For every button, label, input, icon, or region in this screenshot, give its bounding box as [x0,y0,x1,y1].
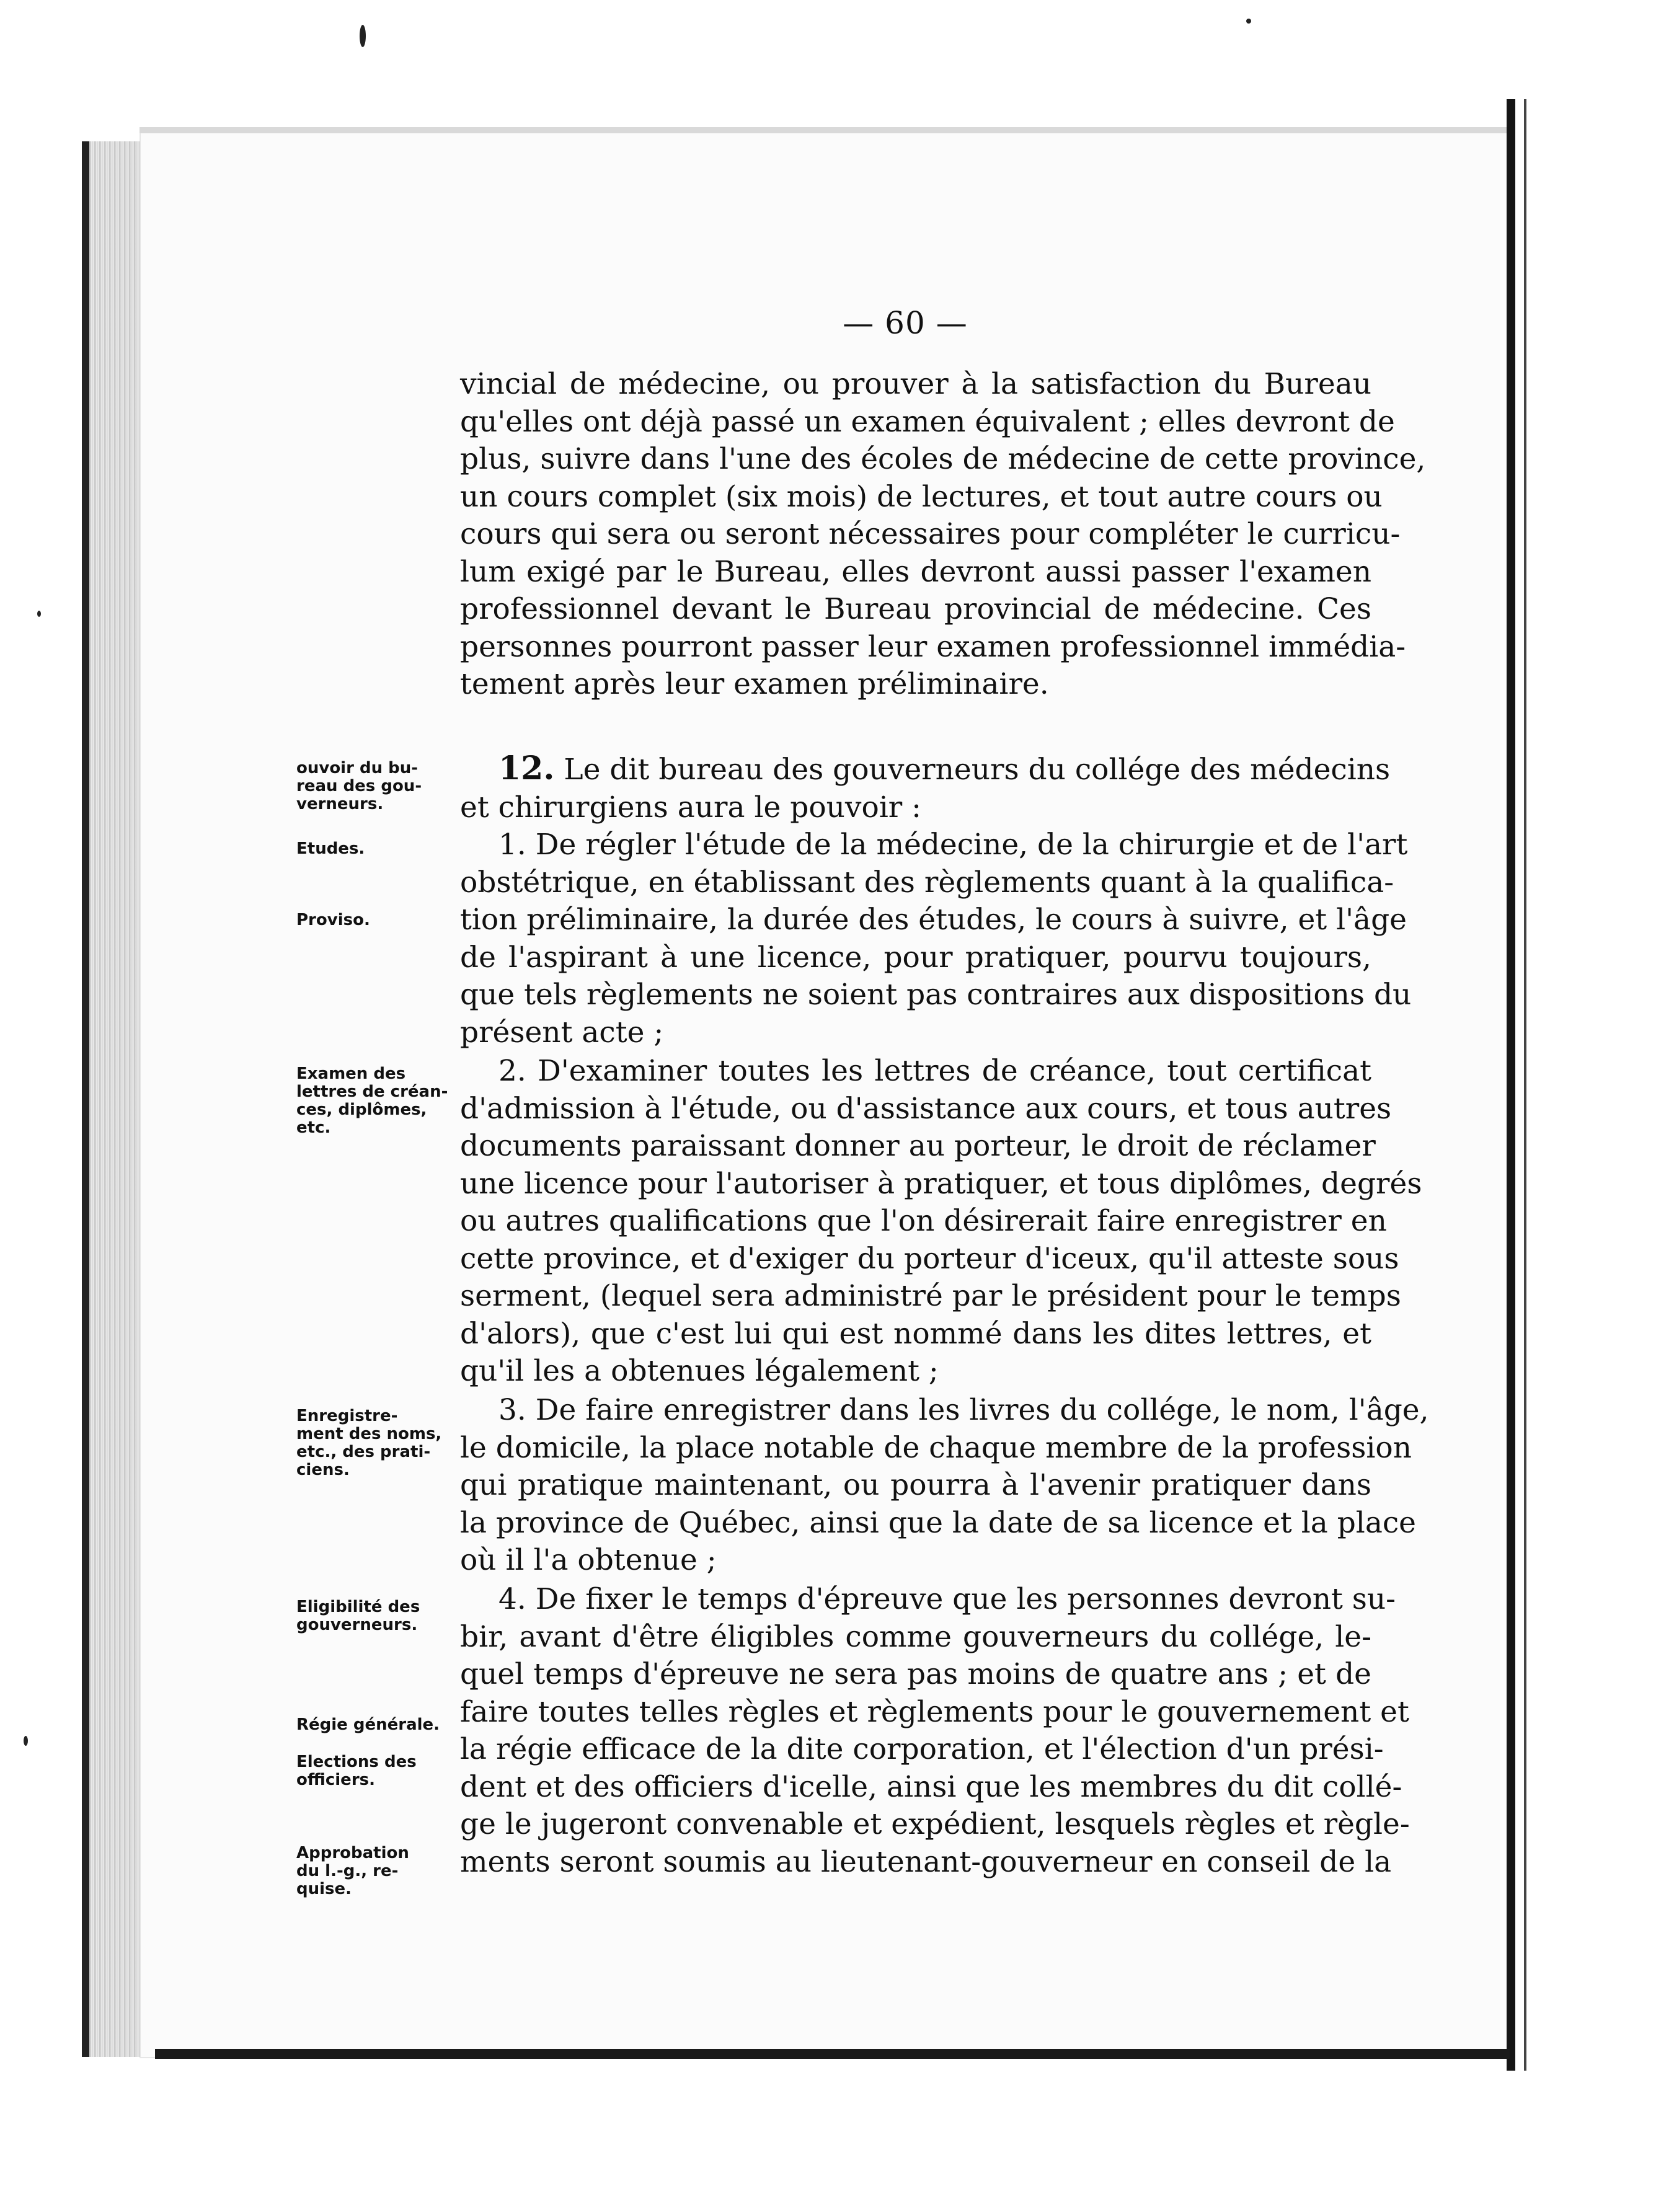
text-line: bir, avant d'être éligibles comme gouverneurs du collége, le- [460,1619,1371,1654]
text-line: un cours complet (six mois) de lectures, et tout autre cours ou [460,479,1383,514]
margin-note-line: ces, diplômes, [296,1100,427,1119]
scan-speck [360,25,366,47]
text-line: quel temps d'épreuve ne sera pas moins de quatre ans ; et de [460,1657,1371,1691]
text-line: obstétrique, en établissant des règlements quant à la qualifica- [460,865,1394,900]
margin-note-line: officiers. [296,1771,375,1789]
margin-note-line: gouverneurs. [296,1616,418,1634]
article-number: 12. [498,750,555,787]
margin-note-line: quise. [296,1880,352,1898]
margin-note-line: Examen des [296,1064,406,1083]
paragraph-intro [460,366,1426,704]
text-line: une licence pour l'autoriser à pratiquer, et tous diplômes, degrés [460,1166,1422,1201]
text-line: 4. De fixer le temps d'épreuve que les personnes devront su- [498,1582,1396,1616]
margin-note-eligibilite [296,1598,476,1634]
margin-note-line: ouvoir du bu- [296,759,418,777]
page-gutter-edge [1507,99,1515,2071]
page-bottom-edge [155,2049,1510,2059]
margin-note-line: etc., des prati- [296,1443,431,1461]
text-line: 1. De régler l'étude de la médecine, de la chirurgie et de l'art [498,828,1408,862]
article-first-line [460,750,1391,789]
margin-note-line: etc. [296,1118,331,1137]
margin-note-line: Approbation [296,1844,409,1862]
margin-note-examen [296,1065,476,1137]
margin-note-elections [296,1753,476,1789]
text-line: vincial de médecine, ou prouver à la satisfaction du Bureau [460,367,1371,401]
text-line: personnes pourront passer leur examen professionnel immédia- [460,629,1406,664]
text-line: 2. D'examiner toutes les lettres de créance, tout certificat [498,1054,1371,1088]
text-line: ou autres qualifications que l'on désirerait faire enregistrer en [460,1204,1387,1238]
text-line: la province de Québec, ainsi que la date de sa licence et la place [460,1505,1416,1540]
text-line: documents paraissant donner au porteur, le droit de réclamer [460,1129,1376,1163]
margin-note-pouvoir [296,759,476,813]
text-line: que tels règlements ne soient pas contraires aux dispositions du [460,978,1412,1012]
text-line: et chirurgiens aura le pouvoir : [460,790,922,825]
text-line: plus, suivre dans l'une des écoles de médecine de cette province, [460,442,1426,476]
text-line: faire toutes telles règles et règlements pour le gouvernement et [460,1694,1409,1729]
margin-note-line: Régie générale. [296,1715,440,1734]
margin-note-line: Etudes. [296,839,365,858]
margin-note-regie [296,1716,476,1734]
margin-note-line: du l.-g., re- [296,1862,399,1880]
text-line: présent acte ; [460,1015,664,1050]
text-line: tement après leur examen préliminaire. [460,667,1049,701]
margin-note-line: reau des gou- [296,777,422,795]
text-line: qu'elles ont déjà passé un examen équivalent ; elles devront de [460,404,1395,439]
margin-note-line: Enregistre- [296,1407,398,1425]
item-3 [460,1392,1429,1580]
page-stack-shadow [82,141,89,2057]
scan-speck [1246,19,1251,24]
margin-note-line: ciens. [296,1461,350,1479]
text-line: serment, (lequel sera administré par le président pour le temps [460,1279,1401,1313]
margin-note-line: verneurs. [296,795,384,813]
margin-note-line: Elections des [296,1753,417,1771]
text-line: professionnel devant le Bureau provincial de médecine. Ces [460,592,1371,626]
text-line: qu'il les a obtenues légalement ; [460,1354,939,1388]
text-line: cette province, et d'exiger du porteur d'iceux, qu'il atteste sous [460,1241,1399,1276]
margin-note-line: ment des noms, [296,1425,442,1443]
text-line: ge le jugeront convenable et expédient, lesquels règles et règle- [460,1807,1410,1841]
text-line: dent et des officiers d'icelle, ainsi que les membres du dit collé- [460,1769,1402,1804]
page-gutter-line [1524,99,1526,2071]
margin-note-proviso [296,911,476,929]
margin-note-enregistrement [296,1407,476,1479]
scan-speck [37,611,41,617]
article-text: Le dit bureau des gouverneurs du collége des médecins [564,753,1391,787]
text-line: lum exigé par le Bureau, elles devront aussi passer l'examen [460,554,1371,589]
text-line: la régie efficace de la dite corporation, et l'élection d'un prési- [460,1732,1384,1766]
text-line: 3. De faire enregistrer dans les livres du collége, le nom, l'âge, [498,1393,1429,1427]
margin-note-etudes [296,840,476,858]
text-line: le domicile, la place notable de chaque membre de la profession [460,1430,1412,1465]
page-top-edge [140,127,1510,133]
item-1 [460,826,1412,1051]
margin-note-line: lettres de créan- [296,1082,448,1101]
text-line: d'alors), que c'est lui qui est nommé dans les dites lettres, et [460,1316,1371,1351]
scan-speck [24,1736,28,1746]
page-number: — 60 — [843,305,968,341]
text-line: d'admission à l'étude, ou d'assistance aux cours, et tous autres [460,1091,1392,1126]
text-line: où il l'a obtenue ; [460,1543,717,1577]
margin-note-line: Proviso. [296,911,370,929]
article-12 [460,750,1391,826]
item-2 [460,1053,1422,1391]
text-line: ments seront soumis au lieutenant-gouverneur en conseil de la [460,1844,1392,1879]
margin-note-approbation [296,1844,476,1898]
text-line: qui pratique maintenant, ou pourra à l'avenir pratiquer dans [460,1468,1371,1502]
margin-note-line: Eligibilité des [296,1598,420,1616]
item-4 [460,1581,1410,1881]
text-line: tion préliminaire, la durée des études, le cours à suivre, et l'âge [460,903,1407,937]
text-line: de l'aspirant à une licence, pour pratiquer, pourvu toujours, [460,940,1371,975]
text-line: cours qui sera ou seront nécessaires pour compléter le curricu- [460,517,1401,551]
